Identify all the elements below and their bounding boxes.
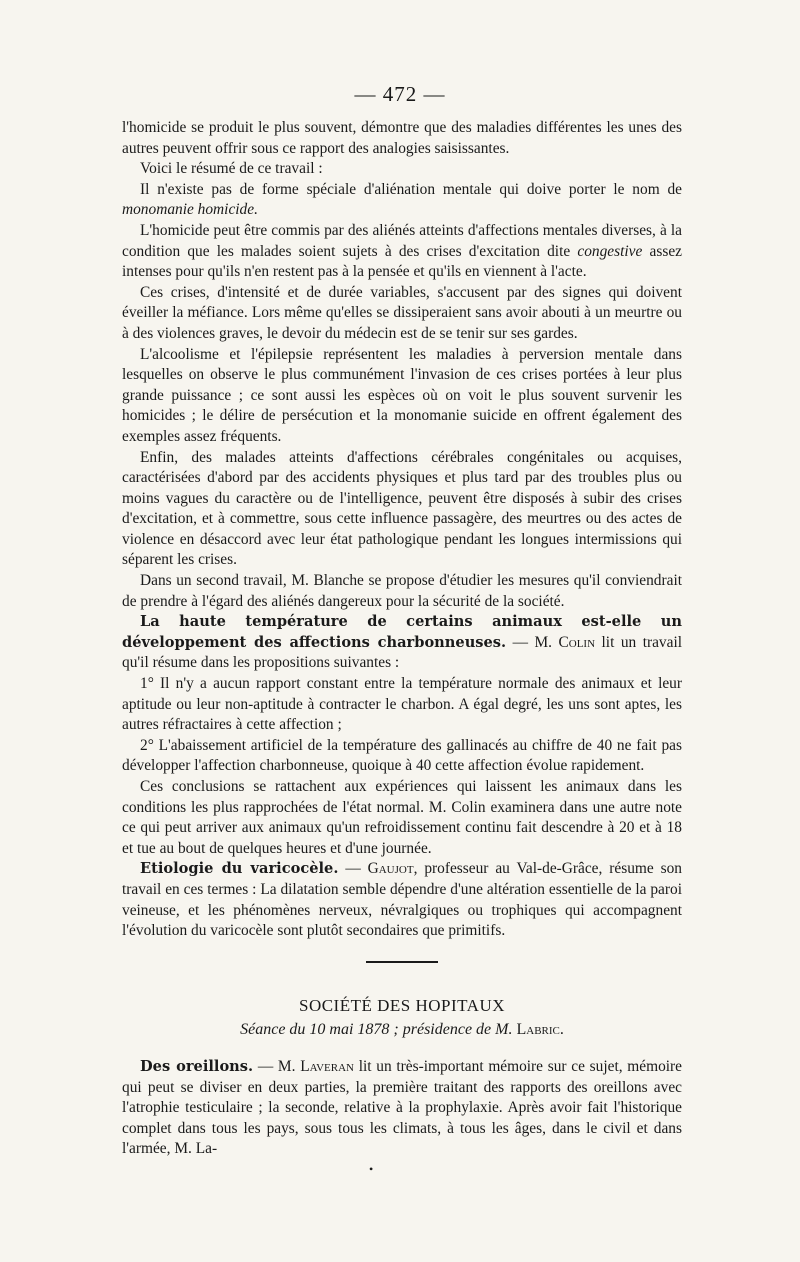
- paragraph-12: Etiologie du varicocèle. — Gaujot, professeur au Val-de-Grâce, résume son travail en ces termes : La dilatation semble dépendre d'une altération essentielle de la paroi veineuse, et les phénomènes nerveux, névralgiques ou trophiques qui accompagnent l'évolution du varicocèle sont plutôt secondaires que primitifs.: [122, 860, 682, 940]
- paragraph-5: L'alcoolisme et l'épilepsie représentent les maladies à perversion mentale dans lesquelles on observe le plus communément l'invasion de ces crises portées à leur plus grande puissance ; ce sont aussi les espèces où on voit le plus souvent survenir les homicides ; le délire de persécution et la monomanie suicide en offrent également des exemples assez fréquents.: [122, 345, 682, 445]
- author-name: Colin: [558, 633, 596, 651]
- paragraph-2: Il n'existe pas de forme spéciale d'aliénation mentale qui doive porter le nom de monomanie homicide.: [122, 180, 682, 219]
- paragraph-9: 1° Il n'y a aucun rapport constant entre la température normale des animaux et leur aptitude ou leur non-aptitude à contracter le charbon. A égal degré, les uns sont aptes, les autres réfractaires à cette affection ;: [122, 675, 682, 734]
- body-text: [122, 118, 682, 1160]
- section-divider: [122, 942, 682, 982]
- page-header: — 472 —: [354, 82, 446, 106]
- article-title: Etiologie du varicocèle.: [140, 860, 339, 878]
- paragraph-8: La haute température de certains animaux est-elle un développement des affections charbonneuses. — M. Colin lit un travail qu'il résume dans les propositions suivantes :: [122, 613, 683, 672]
- author-name: Laveran: [300, 1057, 355, 1075]
- president-name: Labric.: [516, 1021, 564, 1039]
- section-title: SOCIÉTÉ DES HOPITAUX: [298, 995, 506, 1015]
- article-title: La haute température de certains animaux est-elle un développement des affections charbonneuses.: [122, 613, 682, 651]
- session-line: Séance du 10 mai 1878 ; présidence de M. Labric.: [240, 1021, 564, 1039]
- paragraph-7: Dans un second travail, M. Blanche se propose d'étudier les mesures qu'il conviendrait de prendre à l'égard des aliénés dangereux pour la sécurité de la société.: [122, 572, 682, 610]
- paragraph-0: l'homicide se produit le plus souvent, démontre que des maladies différentes les unes des autres peuvent offrir sous ce rapport des analogies saisissantes.: [122, 119, 682, 157]
- paragraph-10: 2° L'abaissement artificiel de la température des gallinacés au chiffre de 40 ne fait pas développer l'affection charbonneuse, quoique à 40 cette affection évolue rapidement.: [122, 736, 682, 775]
- paragraph-1: Voici le résumé de ce travail :: [140, 160, 323, 178]
- article-title: Des oreillons.: [140, 1057, 254, 1075]
- footer-mark: •: [369, 1162, 374, 1176]
- paragraph-6: Enfin, des malades atteints d'affections cérébrales congénitales ou acquises, caractérisées d'abord par des accidents physiques et plus tard par des troubles plus ou moins vagues du caractère ou de l'intelligence, peuvent être disposés à subir des crises d'excitation, et à commettre, sous cette influence passagère, des meurtres ou des actes de violence en désaccord avec leur état pathologique pendant les longues intermissions qui séparent les crises.: [122, 448, 682, 569]
- paragraph-3: L'homicide peut être commis par des aliénés atteints d'affections mentales diverses, à la condition que les malades soient sujets à des crises d'excitation dite congestive assez intenses pour qu'ils n'en restent pas à la pensée et qu'ils en viennent à l'acte.: [122, 221, 682, 281]
- divider-rule: [366, 961, 438, 963]
- paragraph-11: Ces conclusions se rattachent aux expériences qui laissent les animaux dans les conditions les plus rapprochées de l'état normal. M. Colin examinera dans une autre note ce qui peut arriver aux animaux qu'un refroidissement continu fait descendre à 20 et à 18 et tue au bout de quelques heures et d'une journée.: [122, 778, 682, 857]
- paragraph-final: Des oreillons. — M. Laveran lit un très-important mémoire sur ce sujet, mémoire qui peut se diviser en deux parties, la première traitant des rapports des oreillons avec l'atrophie testiculaire ; la seconde, relative à la prophylaxie. Après avoir fait l'historique complet dans tous les pays, sous tous les climats, à tous les âges, dans le civil et dans l'armée, M. La-: [122, 1057, 682, 1158]
- paragraph-4: Ces crises, d'intensité et de durée variables, s'accusent par des signes qui doivent éveiller la méfiance. Lors même qu'elles se dissiperaient sans avoir abouti à un meurtre ou à des violences graves, le devoir du médecin est de se tenir sur ses gardes.: [122, 283, 682, 342]
- author-name: Gaujot: [367, 860, 414, 878]
